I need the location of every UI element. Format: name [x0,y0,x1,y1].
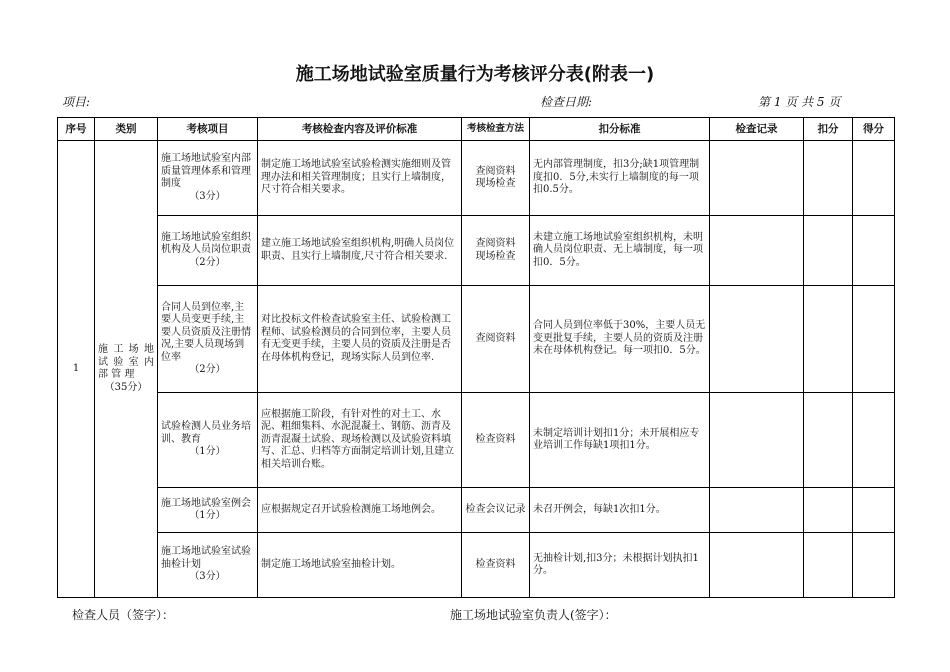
score-table [57,117,895,598]
item-name: 施工场地试验室内部质量管理体系和管理制度 [161,153,251,189]
table-header-row [58,118,895,141]
table-row [58,533,895,598]
evaluation-criteria: 对比投标文件检查试验室主任、试验检测工程师、试验检测员的合同到位率，主要人员有无变更手续，主要人员的资质及注册是否在母体机构登记，现场实际人员到位率. [258,286,462,393]
score-cell[interactable] [853,488,895,533]
deduct-cell[interactable] [804,286,853,393]
assessment-item [158,286,258,393]
score-cell[interactable] [853,533,895,598]
row-number: 1 [58,141,95,598]
deduction-standard: 无抽检计划,扣3分；未根据计划执扣1分。 [530,533,710,598]
inspector-signature-label: 检查人员（签字）： [72,608,175,622]
col-header-record: 检查记录 [710,118,804,141]
assessment-item [158,216,258,286]
item-score: （2分） [189,364,226,375]
document-title: 施工场地试验室质量行为考核评分表(附表一) [295,64,655,85]
score-cell[interactable] [853,286,895,393]
check-method: 查阅资料 现场检查 [462,141,530,216]
check-method: 查阅资料 [462,286,530,393]
check-record-cell[interactable] [710,286,804,393]
check-record-cell[interactable] [710,393,804,488]
check-record-cell[interactable] [710,533,804,598]
item-name: 施工场地试验室试验抽检计划 [161,546,251,570]
category-name: 施 工 场 地 试 验 室 内 部 管 理 [98,344,154,380]
category-cell [95,141,158,598]
deduct-cell[interactable] [804,533,853,598]
check-record-cell[interactable] [710,141,804,216]
col-header-deduct: 扣分 [804,118,853,141]
col-header-content: 考核检查内容及评价标准 [258,118,462,141]
deduction-standard: 未制定培训计划扣1分；未开展相应专业培训工作每缺1项扣1分。 [530,393,710,488]
item-score: （1分） [189,446,226,458]
table-row [58,216,895,286]
evaluation-criteria: 制定施工场地试验室试验检测实施细则及管理办法和相关管理制度；且实行上墙制度，尺寸符合相关要求。 [258,141,462,216]
deduct-cell[interactable] [804,141,853,216]
score-cell[interactable] [853,216,895,286]
page-indicator: 第 1 页 共 5 页 [758,95,841,109]
score-cell[interactable] [853,141,895,216]
deduction-standard: 合同人员到位率低于30%，主要人员无变更批复手续，主要人员的资质及注册未在母体机构登记。每一项扣0．5分。 [530,286,710,393]
assessment-item [158,393,258,488]
item-name: 施工场地试验室组织机构及人员岗位职责 [161,231,251,256]
col-header-deduct-standard: 扣分标准 [530,118,710,141]
deduction-standard: 未召开例会，每缺1次扣1分。 [530,488,710,533]
col-header-item: 考核项目 [158,118,258,141]
check-method: 检查资料 [462,393,530,488]
table-row [58,488,895,533]
project-label: 项目: [62,95,91,109]
score-cell[interactable] [853,393,895,488]
assessment-item [158,533,258,598]
check-record-cell[interactable] [710,488,804,533]
lab-head-signature-label: 施工场地试验室负责人(签字）： [450,608,617,622]
col-header-method: 考核检查方法 [462,118,530,141]
evaluation-criteria: 建立施工场地试验室组织机构,明确人员岗位职责、且实行上墙制度,尺寸符合相关要求. [258,216,462,286]
item-score: （2分） [189,256,226,268]
deduct-cell[interactable] [804,393,853,488]
deduct-cell[interactable] [804,488,853,533]
col-header-score: 得分 [853,118,895,141]
col-header-category: 类别 [95,118,158,141]
category-score: （35分） [104,381,148,393]
check-date-label: 检查日期: [540,95,593,109]
table-row [58,141,895,216]
assessment-item [158,488,258,533]
item-score: （1分） [189,510,226,521]
col-header-no: 序号 [58,118,95,141]
check-method: 检查会议记录 [462,488,530,533]
table-row [58,286,895,393]
item-name: 施工场地试验室例会 [161,497,251,509]
assessment-item [158,141,258,216]
evaluation-criteria: 应根据施工阶段，有针对性的对土工、水泥、粗细集料、水泥混凝土、钢筋、沥青及沥青混凝土试验、现场检测以及试验资料填写、汇总、归档等方面制定培训计划,且建立相关培训台账。 [258,393,462,488]
table-row [58,393,895,488]
deduction-standard: 无内部管理制度，扣3分;缺1项管理制度扣0．5分,未实行上墙制度的每一项扣0.5分。 [530,141,710,216]
item-score: （3分） [189,190,226,202]
item-name: 合同人员到位率,主要人员变更手续,主要人员资质及注册情况,主要人员现场到位率 [161,301,251,363]
deduction-standard: 未建立施工场地试验室组织机构，未明确人员岗位职责、无上墙制度，每一项扣0．5分。 [530,216,710,286]
check-method: 检查资料 [462,533,530,598]
item-score: （3分） [189,571,226,583]
item-name: 试验检测人员业务培训、教育 [161,421,251,445]
evaluation-criteria: 制定施工场地试验室抽检计划。 [258,533,462,598]
check-record-cell[interactable] [710,216,804,286]
evaluation-criteria: 应根据规定召开试验检测施工场地例会。 [258,488,462,533]
check-method: 查阅资料 现场检查 [462,216,530,286]
deduct-cell[interactable] [804,216,853,286]
